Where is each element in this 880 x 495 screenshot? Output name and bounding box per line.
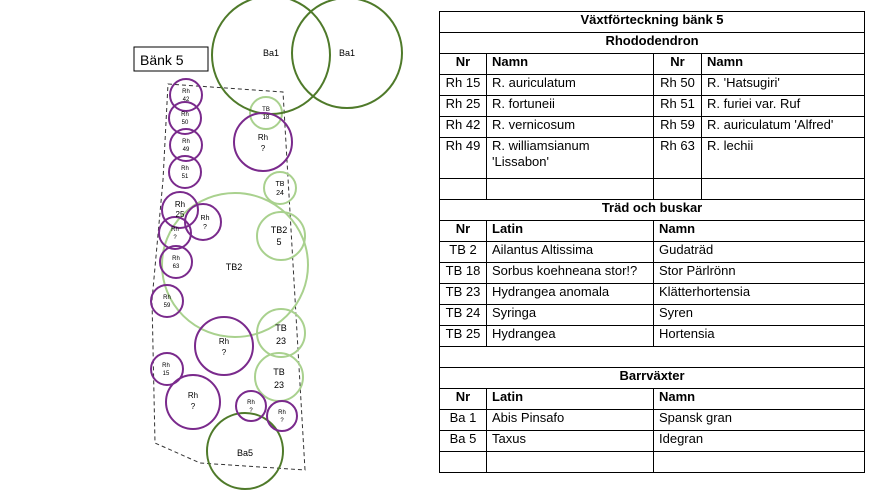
rhododendron-heading: Rhododendron: [440, 33, 865, 54]
cell-name: R. lechii: [702, 138, 865, 179]
cell-name: R. furiei var. Ruf: [702, 96, 865, 117]
col-header-nr: Nr: [440, 54, 487, 75]
cell-name: R. auriculatum: [487, 75, 654, 96]
rh-label: Rh 51: [181, 166, 189, 180]
cell-nr: Rh 25: [440, 96, 487, 117]
cell-name: Idegran: [654, 431, 865, 452]
cell-nr: Ba 5: [440, 431, 487, 452]
rh-label: Rh 63: [172, 256, 180, 270]
tree-tb23-a: [257, 309, 305, 357]
plant-list-table: [439, 11, 865, 473]
rh-label: Rh 59: [163, 295, 171, 309]
rh-label: Rh ?: [257, 133, 269, 153]
table-row: [440, 263, 865, 284]
tb-label: TB 24: [275, 181, 285, 197]
cell-empty: [702, 179, 865, 200]
col-header-latin: Latin: [487, 221, 654, 242]
cell-nr: Rh 49: [440, 138, 487, 179]
tree-tb25: [257, 212, 305, 260]
cell-name: R. williamsianum 'Lissabon': [487, 138, 654, 179]
cell-name: R. auriculatum 'Alfred': [702, 117, 865, 138]
tb-label: TB 23: [275, 323, 287, 346]
rhododendron-unknown-large-mid: [195, 317, 253, 375]
rhododendron-unknown-small: [159, 217, 191, 249]
cell-latin: Sorbus koehneana stor!?: [487, 263, 654, 284]
tb-label: TB 23: [273, 367, 285, 390]
table-row: [440, 284, 865, 305]
conifer-label: Ba1: [262, 48, 280, 58]
cell-empty: [487, 452, 654, 473]
rh-label: Rh 42: [182, 89, 190, 103]
cell-nr: Rh 15: [440, 75, 487, 96]
conifer-label: Ba1: [338, 48, 356, 58]
table-row-empty: [440, 347, 865, 368]
cell-name: Klätterhortensia: [654, 284, 865, 305]
cell-empty: [440, 452, 487, 473]
cell-name: Gudaträd: [654, 242, 865, 263]
table-row: [440, 431, 865, 452]
table-row: [440, 75, 865, 96]
rh-label: Rh 15: [162, 363, 170, 377]
table-row: [440, 410, 865, 431]
table-row: [440, 117, 865, 138]
table-row: [440, 326, 865, 347]
cell-empty: [654, 179, 702, 200]
rh-label: Rh ?: [187, 391, 199, 411]
cell-nr: Ba 1: [440, 410, 487, 431]
tree-tb23-b: [255, 353, 303, 401]
cell-name: Stor Pärlrönn: [654, 263, 865, 284]
cell-nr: TB 23: [440, 284, 487, 305]
cell-empty: [654, 452, 865, 473]
cell-nr: Rh 51: [654, 96, 702, 117]
rhododendron-unknown-large-top: [234, 113, 292, 171]
cell-name: Syren: [654, 305, 865, 326]
rhododendron-63: [160, 246, 192, 278]
rh-label: Rh 49: [182, 139, 190, 153]
cell-empty: [440, 179, 487, 200]
cell-latin: Syringa: [487, 305, 654, 326]
tb-label: TB2: [225, 262, 243, 272]
conifer-label: Ba5: [236, 448, 254, 458]
cell-nr: TB 24: [440, 305, 487, 326]
table-row: [440, 138, 865, 179]
cell-latin: Hydrangea anomala: [487, 284, 654, 305]
rhododendron-unknown-tiny-right: [267, 401, 297, 431]
planting-map: [0, 0, 430, 495]
table-row: [440, 242, 865, 263]
rh-label: Rh ?: [278, 410, 286, 424]
cell-name: Hortensia: [654, 326, 865, 347]
cell-nr: TB 18: [440, 263, 487, 284]
rh-label: Rh ?: [200, 215, 210, 231]
tb-label: TB2 5: [270, 225, 288, 247]
table-row-empty: [440, 452, 865, 473]
cell-latin: Abis Pinsafo: [487, 410, 654, 431]
rh-label: Rh ?: [218, 337, 230, 357]
table-title: Växtförteckning bänk 5: [440, 12, 865, 33]
col-header-nr: Nr: [440, 389, 487, 410]
trees-shrubs-heading: Träd och buskar: [440, 200, 865, 221]
cell-latin: Ailantus Altissima: [487, 242, 654, 263]
cell-name: Spansk gran: [654, 410, 865, 431]
col-header-name: Namn: [654, 389, 865, 410]
cell-latin: Taxus: [487, 431, 654, 452]
rh-label: Rh ?: [247, 400, 255, 414]
cell-name: R. 'Hatsugiri': [702, 75, 865, 96]
col-header-nr: Nr: [654, 54, 702, 75]
cell-nr: TB 25: [440, 326, 487, 347]
tree-tb24: [264, 172, 296, 204]
col-header-nr: Nr: [440, 221, 487, 242]
col-header-name: Namn: [487, 54, 654, 75]
cell-name: R. fortuneii: [487, 96, 654, 117]
rh-label: Rh 50: [181, 112, 189, 126]
cell-nr: Rh 42: [440, 117, 487, 138]
cell-empty: [440, 347, 865, 368]
cell-name: R. vernicosum: [487, 117, 654, 138]
col-header-name: Namn: [702, 54, 865, 75]
col-header-latin: Latin: [487, 389, 654, 410]
table-row: [440, 96, 865, 117]
cell-latin: Hydrangea: [487, 326, 654, 347]
bench-label: Bänk 5: [140, 52, 184, 68]
table-row: [440, 305, 865, 326]
rh-label: Rh 25: [174, 200, 186, 219]
table-row-empty: [440, 179, 865, 200]
rh-label: Rh ?: [171, 227, 179, 241]
col-header-name: Namn: [654, 221, 865, 242]
cell-empty: [487, 179, 654, 200]
tb-label: TB 18: [262, 107, 270, 121]
cell-nr: Rh 59: [654, 117, 702, 138]
conifers-heading: Barrväxter: [440, 368, 865, 389]
cell-nr: TB 2: [440, 242, 487, 263]
cell-nr: Rh 50: [654, 75, 702, 96]
rhododendron-unknown-tiny-left: [236, 391, 266, 421]
cell-nr: Rh 63: [654, 138, 702, 179]
